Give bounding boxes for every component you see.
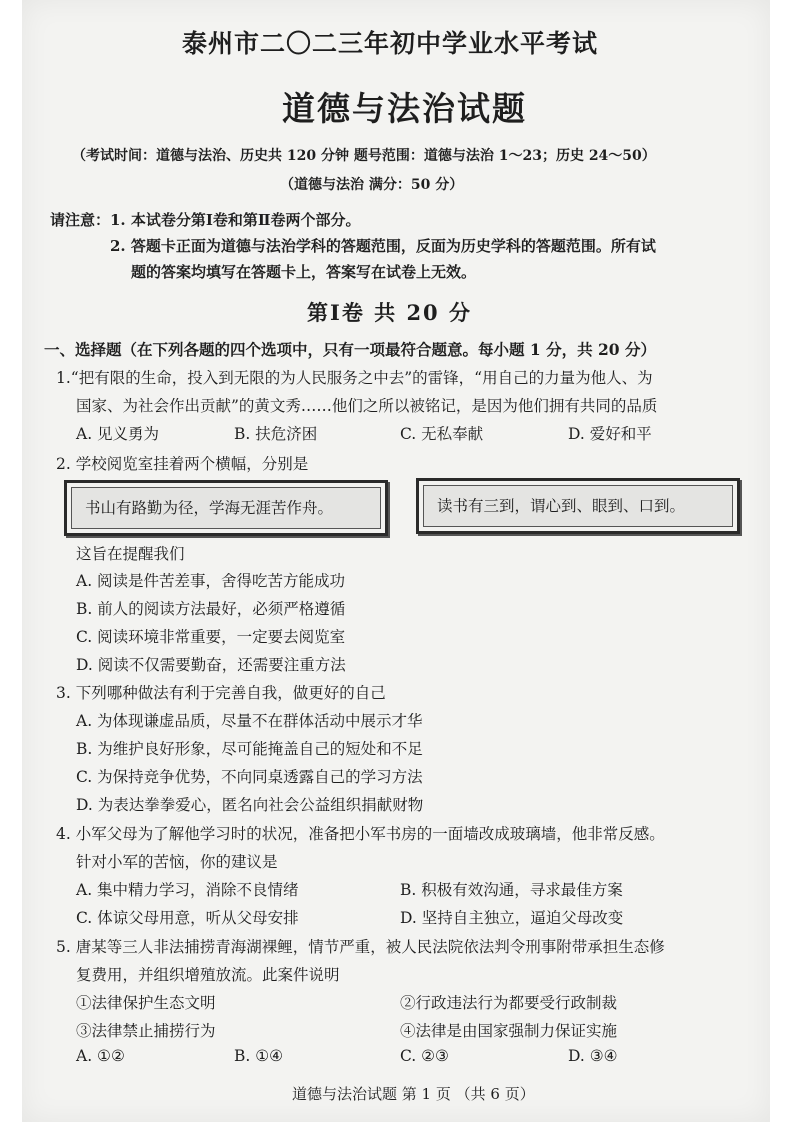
question-1-option-a: A. 见义勇为 — [76, 425, 160, 443]
question-4-option-d: D. 坚持自主独立，逼迫父母改变 — [400, 909, 624, 927]
question-3-option-b: B. 为维护良好形象，尽可能掩盖自己的短处和不足 — [76, 740, 423, 758]
notice-line-1: 请注意：1. 本试卷分第Ⅰ卷和第Ⅱ卷两个部分。 — [50, 211, 361, 229]
part-heading: 一、选择题（在下列各题的四个选项中，只有一项最符合题意。每小题 1 分，共 20 分） — [44, 340, 656, 359]
question-2-prompt: 这旨在提醒我们 — [76, 545, 185, 563]
question-1-stem-line1: 1.“把有限的生命，投入到无限的为人民服务之中去”的雷锋，“用自己的力量为他人、为 — [56, 369, 653, 387]
question-4-option-b: B. 积极有效沟通，寻求最佳方案 — [400, 881, 623, 899]
question-5-statement-2: ②行政违法行为都要受行政制裁 — [400, 994, 618, 1012]
question-3-option-d: D. 为表达拳拳爱心，匿名向社会公益组织捐献财物 — [76, 796, 424, 814]
question-2-option-a: A. 阅读是件苦差事，舍得吃苦方能成功 — [76, 572, 346, 590]
question-3-option-c: C. 为保持竞争优势，不向同桌透露自己的学习方法 — [76, 768, 423, 786]
question-5-option-a: A. ①② — [76, 1047, 125, 1065]
question-5-statement-4: ④法律是由国家强制力保证实施 — [400, 1022, 618, 1040]
page-footer: 道德与法治试题 第 1 页 （共 6 页） — [292, 1085, 535, 1103]
banner-right-text: 读书有三到，谓心到、眼到、口到。 — [437, 497, 686, 515]
subject-title: 道德与法治试题 — [282, 89, 527, 128]
question-2-option-c: C. 阅读环境非常重要，一定要去阅览室 — [76, 628, 346, 646]
question-1-stem-line2: 国家、为社会作出贡献”的黄文秀……他们之所以被铭记，是因为他们拥有共同的品质 — [76, 397, 658, 415]
question-5-statement-1: ①法律保护生态文明 — [76, 994, 216, 1012]
exam-title: 泰州市二〇二三年初中学业水平考试 — [182, 29, 599, 58]
question-5-stem-line1: 5. 唐某等三人非法捕捞青海湖裸鲤，情节严重，被人民法院依法判令刑事附带承担生态修 — [56, 938, 665, 956]
question-5-option-c: C. ②③ — [400, 1047, 449, 1065]
exam-info: （考试时间：道德与法治、历史共 120 分钟 题号范围：道德与法治 1～23；历史 24～50） — [72, 148, 656, 164]
question-1-option-b: B. 扶危济困 — [234, 425, 318, 443]
score-info: （道德与法治 满分：50 分） — [280, 177, 464, 193]
question-4-option-c: C. 体谅父母用意，听从父母安排 — [76, 909, 299, 927]
banner-left-text: 书山有路勤为径，学海无涯苦作舟。 — [85, 499, 334, 517]
notice-line-3: 题的答案均填写在答题卡上，答案写在试卷上无效。 — [131, 263, 477, 281]
question-2-option-d: D. 阅读不仅需要勤奋，还需要注重方法 — [76, 656, 346, 674]
question-5-option-d: D. ③④ — [568, 1047, 618, 1065]
question-3-stem: 3. 下列哪种做法有利于完善自我，做更好的自己 — [56, 684, 386, 702]
question-3-option-a: A. 为体现谦虚品质，尽量不在群体活动中展示才华 — [76, 712, 423, 730]
exam-page — [22, 0, 770, 1122]
question-2-option-b: B. 前人的阅读方法最好，必须严格遵循 — [76, 600, 346, 618]
question-1-option-d: D. 爱好和平 — [568, 425, 652, 443]
notice-line-2: 2. 答题卡正面为道德与法治学科的答题范围，反面为历史学科的答题范围。所有试 — [110, 237, 656, 255]
question-5-statement-3: ③法律禁止捕捞行为 — [76, 1022, 216, 1040]
section-title: 第Ⅰ卷 共 20 分 — [307, 300, 472, 325]
question-2-stem: 2. 学校阅览室挂着两个横幅，分别是 — [56, 455, 309, 473]
question-5-stem-line2: 复费用，并组织增殖放流。此案件说明 — [76, 966, 340, 984]
question-4-option-a: A. 集中精力学习，消除不良情绪 — [76, 881, 299, 899]
banner-left — [64, 480, 388, 536]
question-4-stem-line2: 针对小军的苦恼，你的建议是 — [76, 853, 278, 871]
question-4-stem-line1: 4. 小军父母为了解他学习时的状况，准备把小军书房的一面墙改成玻璃墙，他非常反感。 — [56, 825, 665, 843]
banner-right — [416, 478, 740, 534]
question-1-option-c: C. 无私奉献 — [400, 425, 484, 443]
question-5-option-b: B. ①④ — [234, 1047, 284, 1065]
